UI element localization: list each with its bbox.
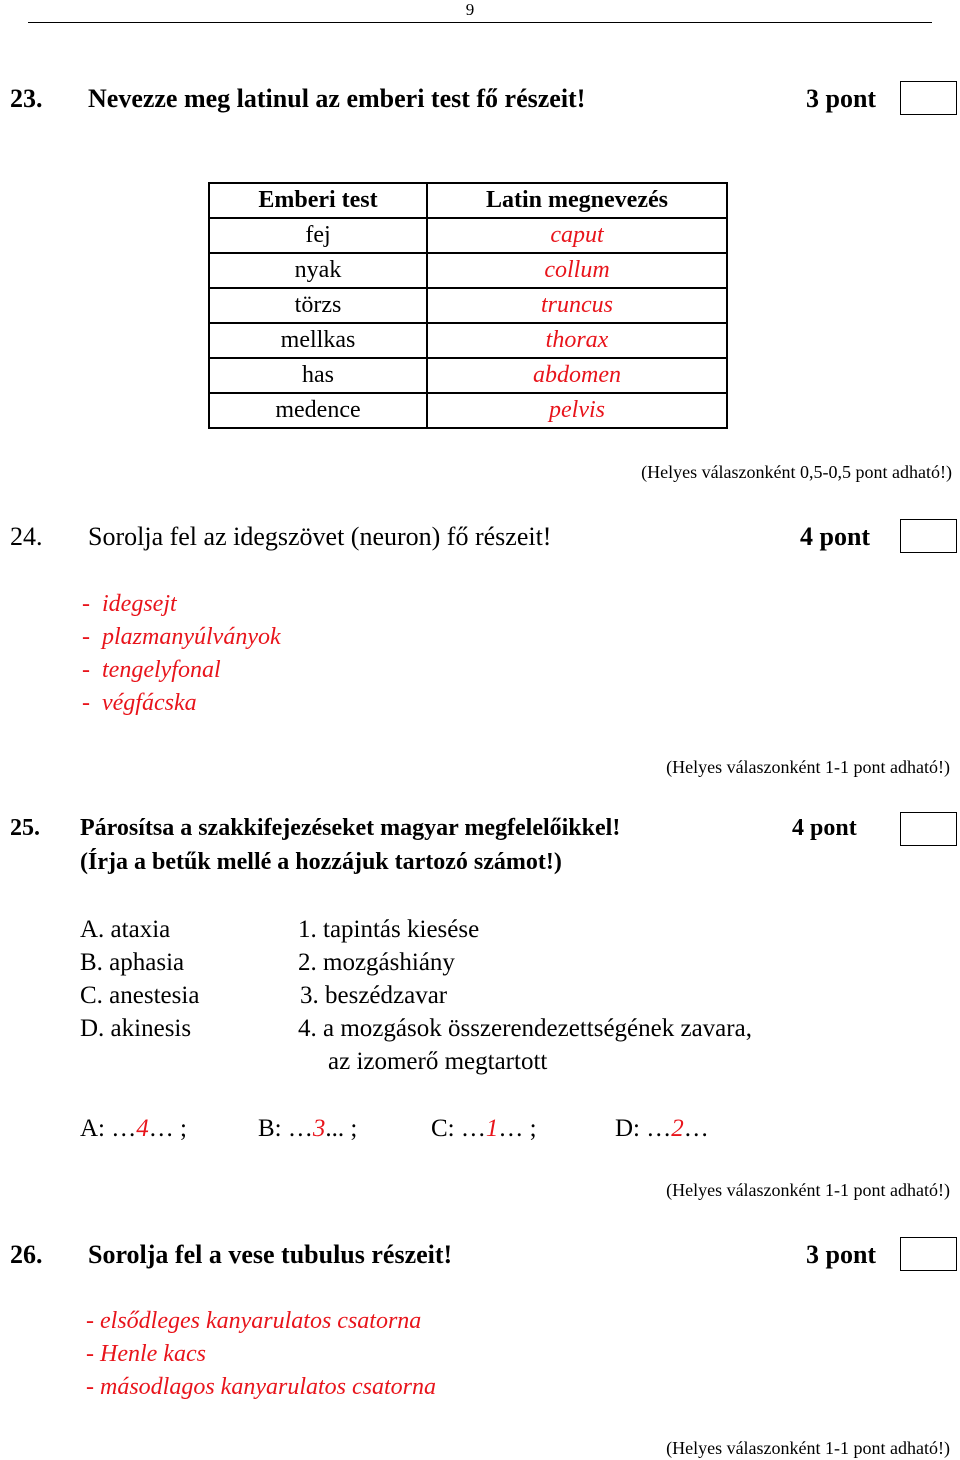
q25-subtitle: (Írja a betűk mellé a hozzájuk tartozó számot!): [80, 849, 562, 875]
table-cell-answer: truncus: [427, 288, 727, 323]
table-cell-answer: abdomen: [427, 358, 727, 393]
q23-points: 3 pont: [806, 84, 877, 113]
table-cell-answer: thorax: [427, 323, 727, 358]
q25-title: Párosítsa a szakkifejezéseket magyar megfelelőikkel!: [80, 815, 621, 841]
term-item: A. ataxia: [80, 916, 171, 943]
term-item: D. akinesis: [80, 1015, 192, 1042]
table-header-row: [209, 183, 727, 218]
table-header-cell: Emberi test: [209, 183, 427, 218]
table-cell: mellkas: [209, 323, 427, 358]
q25-points: 4 pont: [792, 815, 857, 841]
list-item: - plazmanyúlványok: [82, 624, 281, 650]
q25-scoring-note: (Helyes válaszonként 1-1 pont adható!): [666, 1180, 950, 1200]
q23-latin-table: [208, 182, 728, 429]
q26-scoring-note: (Helyes válaszonként 1-1 pont adható!): [666, 1438, 950, 1458]
list-item: - végfácska: [82, 690, 197, 716]
table-row: [209, 358, 727, 393]
q26-points: 3 pont: [806, 1240, 877, 1269]
list-item: - elsődleges kanyarulatos csatorna: [86, 1308, 422, 1334]
q23-number: 23.: [10, 84, 43, 113]
table-cell: medence: [209, 393, 427, 428]
table-cell-answer: pelvis: [427, 393, 727, 428]
table-cell: has: [209, 358, 427, 393]
table-cell: törzs: [209, 288, 427, 323]
answer-b: B: …3... ;: [258, 1115, 358, 1142]
q24-scoring-note: (Helyes válaszonként 1-1 pont adható!): [666, 757, 950, 777]
q24-title: Sorolja fel az idegszövet (neuron) fő részeit!: [88, 522, 552, 551]
meaning-item: 1. tapintás kiesése: [298, 916, 480, 943]
table-row: [209, 218, 727, 253]
table-cell-answer: caput: [427, 218, 727, 253]
q25-score-box[interactable]: [900, 812, 957, 846]
answer-c: C: …1… ;: [431, 1115, 537, 1142]
q26-score-box[interactable]: [900, 1237, 957, 1271]
meaning-item-continuation: az izomerő megtartott: [328, 1048, 548, 1075]
table-row: [209, 323, 727, 358]
table-cell: nyak: [209, 253, 427, 288]
meaning-item: 4. a mozgások összerendezettségének zavara,: [298, 1015, 752, 1042]
q24-number: 24.: [10, 522, 43, 551]
table-header-cell: Latin megnevezés: [427, 183, 727, 218]
q24-points: 4 pont: [800, 522, 871, 551]
page-number: 9: [465, 0, 475, 19]
table-cell-answer: collum: [427, 253, 727, 288]
table-row: [209, 253, 727, 288]
list-item: - idegsejt: [82, 591, 177, 617]
answer-a: A: …4… ;: [80, 1115, 187, 1142]
list-item: - tengelyfonal: [82, 657, 221, 683]
q25-number: 25.: [10, 815, 40, 841]
q23-title: Nevezze meg latinul az emberi test fő részeit!: [88, 84, 586, 113]
meaning-item: 2. mozgáshiány: [298, 949, 455, 976]
term-item: C. anestesia: [80, 982, 200, 1009]
list-item: - másodlagos kanyarulatos csatorna: [86, 1374, 436, 1400]
header-rule: [28, 22, 932, 23]
q23-score-box[interactable]: [900, 81, 957, 115]
q26-title: Sorolja fel a vese tubulus részeit!: [88, 1240, 453, 1269]
q24-score-box[interactable]: [900, 519, 957, 553]
q23-scoring-note: (Helyes válaszonként 0,5-0,5 pont adható!): [641, 462, 952, 482]
term-item: B. aphasia: [80, 949, 185, 976]
table-row: [209, 288, 727, 323]
q26-number: 26.: [10, 1240, 43, 1269]
table-cell: fej: [209, 218, 427, 253]
table-row: [209, 393, 727, 428]
meaning-item: 3. beszédzavar: [300, 982, 448, 1009]
answer-d: D: …2…: [615, 1115, 709, 1142]
list-item: - Henle kacs: [86, 1341, 206, 1367]
